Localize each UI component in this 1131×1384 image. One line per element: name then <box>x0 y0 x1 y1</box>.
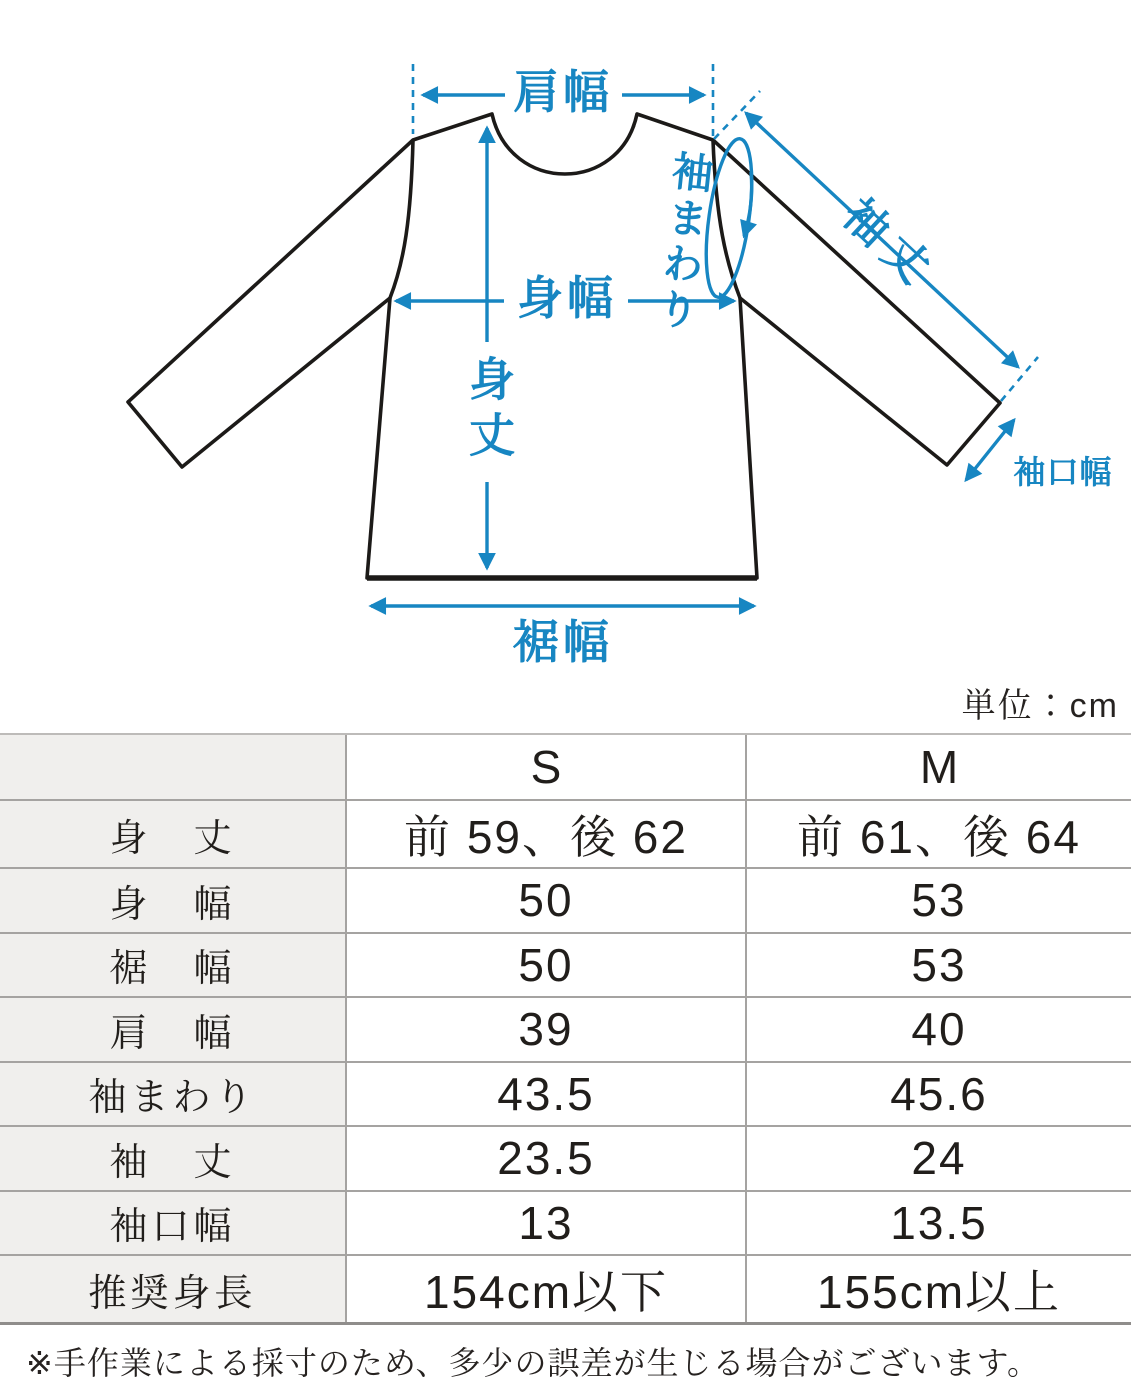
cell-m: 53 <box>746 868 1131 933</box>
cell-m: 53 <box>746 933 1131 998</box>
cell-s: 39 <box>346 997 746 1062</box>
label-shoulder-width: 肩幅 <box>513 66 613 118</box>
header-size-s: S <box>346 734 746 800</box>
sleeve-guide-top <box>714 91 760 139</box>
table-row <box>0 1191 1131 1256</box>
cell-m: 45.6 <box>746 1062 1131 1127</box>
row-label: 袖まわり <box>0 1062 346 1127</box>
table-row <box>0 1062 1131 1127</box>
table-row <box>0 1255 1131 1324</box>
row-label: 身 幅 <box>0 868 346 933</box>
sleeve-guide-bottom <box>1001 357 1038 401</box>
shirt-outline <box>128 114 1000 578</box>
measurement-disclaimer-note: ※手作業による採寸のため、多少の誤差が生じる場合がございます。 <box>26 1345 1040 1381</box>
header-corner-cell <box>0 734 346 800</box>
size-table <box>0 733 1131 1325</box>
label-body-length: 身丈 <box>463 355 515 467</box>
cell-s: 50 <box>346 933 746 998</box>
cell-s: 154cm以下 <box>346 1255 746 1324</box>
table-row <box>0 997 1131 1062</box>
cell-s: 13 <box>346 1191 746 1256</box>
label-sleeve-length: 袖丈 <box>833 189 946 300</box>
table-header-row <box>0 734 1131 800</box>
cell-m: 40 <box>746 997 1131 1062</box>
label-cuff-width: 袖口幅 <box>1013 454 1113 490</box>
cell-s: 50 <box>346 868 746 933</box>
cell-m: 13.5 <box>746 1191 1131 1256</box>
label-hem-width: 裾幅 <box>513 616 613 668</box>
row-label: 袖 丈 <box>0 1126 346 1191</box>
row-label: 袖口幅 <box>0 1191 346 1256</box>
table-row <box>0 800 1131 868</box>
cell-s: 43.5 <box>346 1062 746 1127</box>
cell-m: 前 61、後 64 <box>746 800 1131 868</box>
table-row <box>0 1126 1131 1191</box>
unit-label: 単位：cm <box>961 687 1119 725</box>
table-row <box>0 933 1131 998</box>
row-label: 身 丈 <box>0 800 346 868</box>
cell-m: 24 <box>746 1126 1131 1191</box>
row-label: 推奨身長 <box>0 1255 346 1324</box>
label-body-width: 身幅 <box>517 272 617 324</box>
label-sleeve-around: 袖まわり <box>649 147 715 336</box>
header-size-m: M <box>746 734 1131 800</box>
cell-s: 23.5 <box>346 1126 746 1191</box>
cell-m: 155cm以上 <box>746 1255 1131 1324</box>
table-row <box>0 868 1131 933</box>
row-label: 肩 幅 <box>0 997 346 1062</box>
row-label: 裾 幅 <box>0 933 346 998</box>
cell-s: 前 59、後 62 <box>346 800 746 868</box>
